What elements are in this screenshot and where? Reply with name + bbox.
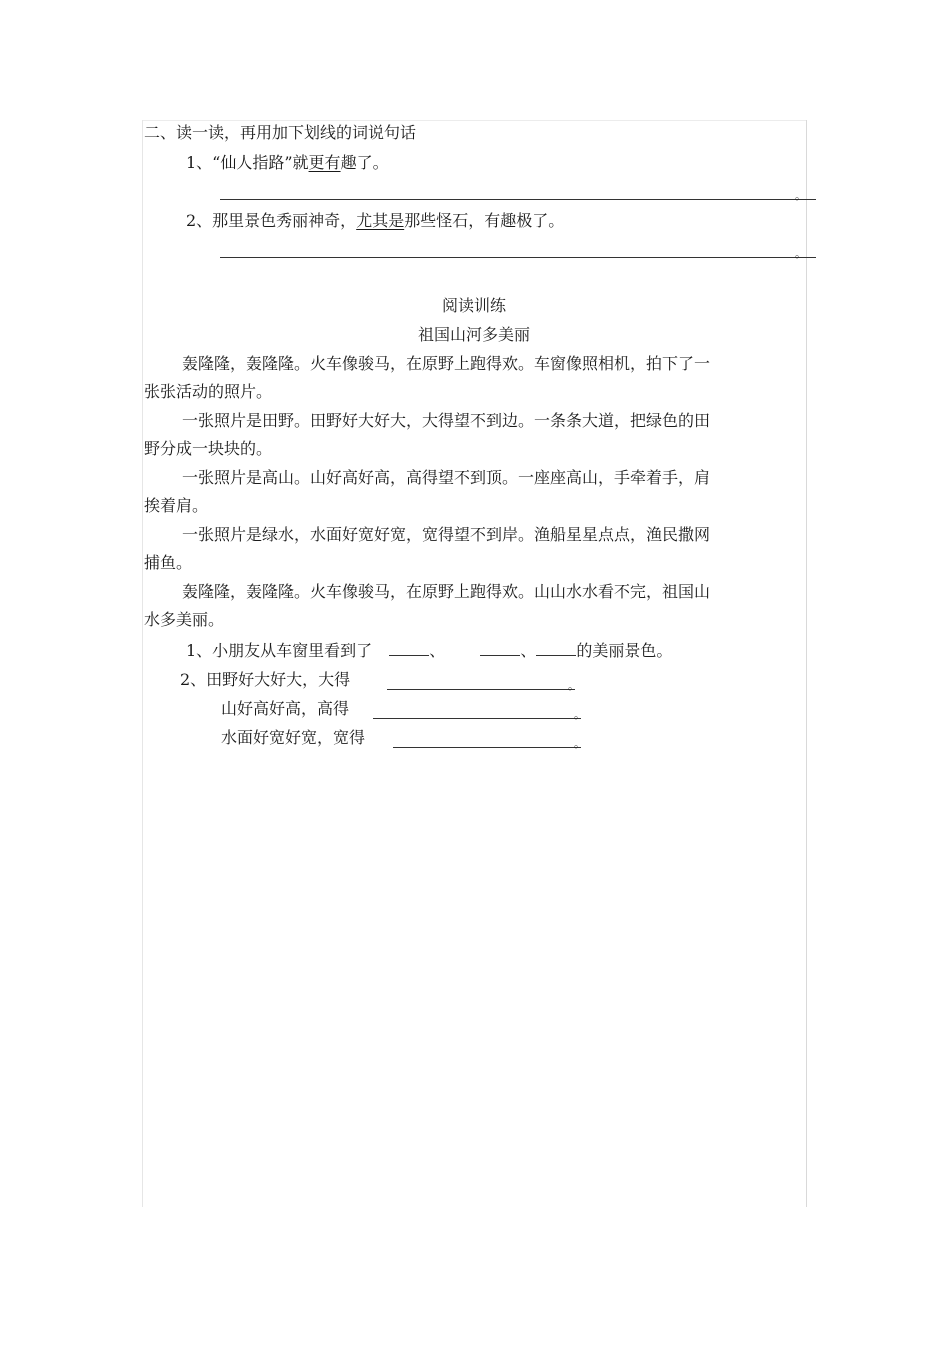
question-2-period-3: 。 — [574, 737, 585, 750]
question-1-blank-1[interactable] — [389, 639, 429, 656]
page-frame-top — [142, 120, 806, 121]
question-1-blank-2[interactable] — [480, 639, 520, 656]
question-2-line-1: 2、田野好大好大，大得 — [180, 670, 351, 689]
paragraph-4-line-2: 捕鱼。 — [144, 553, 193, 572]
reading-subtitle: 祖国山河多美丽 — [417, 325, 530, 344]
question-2-blank-3[interactable] — [393, 747, 581, 748]
page-frame-right — [806, 120, 807, 1207]
question-1-sep-1: 、 — [429, 641, 446, 660]
question-1-blank-3[interactable] — [536, 639, 576, 656]
paragraph-1-line-2: 张张活动的照片。 — [144, 382, 273, 401]
question-2-line-2: 山好高好高，高得 — [221, 699, 350, 718]
exercise-1-underlined-word: 更有 — [308, 153, 341, 172]
page-frame-left — [142, 120, 143, 1207]
question-2-line-3: 水面好宽好宽，宽得 — [221, 728, 366, 747]
answer-line-2[interactable] — [220, 257, 816, 258]
exercise-2 — [186, 211, 564, 231]
exercise-2-suffix: 那些怪石，有趣极了。 — [404, 211, 565, 230]
paragraph-1-line-1: 轰隆隆，轰隆隆。火车像骏马，在原野上跑得欢。车窗像照相机，拍下了一 — [182, 354, 711, 373]
paragraph-5-line-1: 轰隆隆，轰隆隆。火车像骏马，在原野上跑得欢。山山水水看不完，祖国山 — [182, 582, 711, 601]
paragraph-3-line-1: 一张照片是高山。山好高好高，高得望不到顶。一座座高山，手牵着手，肩 — [182, 468, 711, 487]
question-2-blank-2[interactable] — [373, 718, 581, 719]
exercise-1 — [186, 153, 389, 173]
paragraph-2-line-2: 野分成一块块的。 — [144, 439, 273, 458]
question-2-blank-1[interactable] — [387, 689, 575, 690]
answer-line-1-period: 。 — [795, 189, 806, 202]
exercise-2-prefix: 2、那里景色秀丽神奇， — [186, 211, 357, 230]
exercise-1-prefix: 1、“仙人指路”就 — [186, 153, 309, 172]
paragraph-2-line-1: 一张照片是田野。田野好大好大，大得望不到边。一条条大道，把绿色的田 — [182, 411, 711, 430]
section-heading: 二、读一读，再用加下划线的词说句话 — [144, 123, 417, 142]
reading-title: 阅读训练 — [441, 296, 506, 315]
exercise-1-suffix: 趣了。 — [340, 153, 389, 172]
question-1-sep-2: 、 — [520, 641, 537, 660]
answer-line-2-period: 。 — [795, 247, 806, 260]
paragraph-4-line-1: 一张照片是绿水，水面好宽好宽，宽得望不到岸。渔船星星点点，渔民撒网 — [182, 525, 711, 544]
exercise-2-underlined-word: 尤其是 — [356, 211, 405, 230]
question-1 — [186, 637, 672, 665]
question-2-period-2: 。 — [574, 708, 585, 721]
question-1-prefix: 1、小朋友从车窗里看到了 — [186, 641, 373, 660]
paragraph-5-line-2: 水多美丽。 — [144, 610, 225, 629]
question-2-period-1: 。 — [568, 679, 579, 692]
paragraph-3-line-2: 挨着肩。 — [144, 496, 209, 515]
question-1-suffix: 的美丽景色。 — [576, 641, 673, 660]
answer-line-1[interactable] — [220, 199, 816, 200]
